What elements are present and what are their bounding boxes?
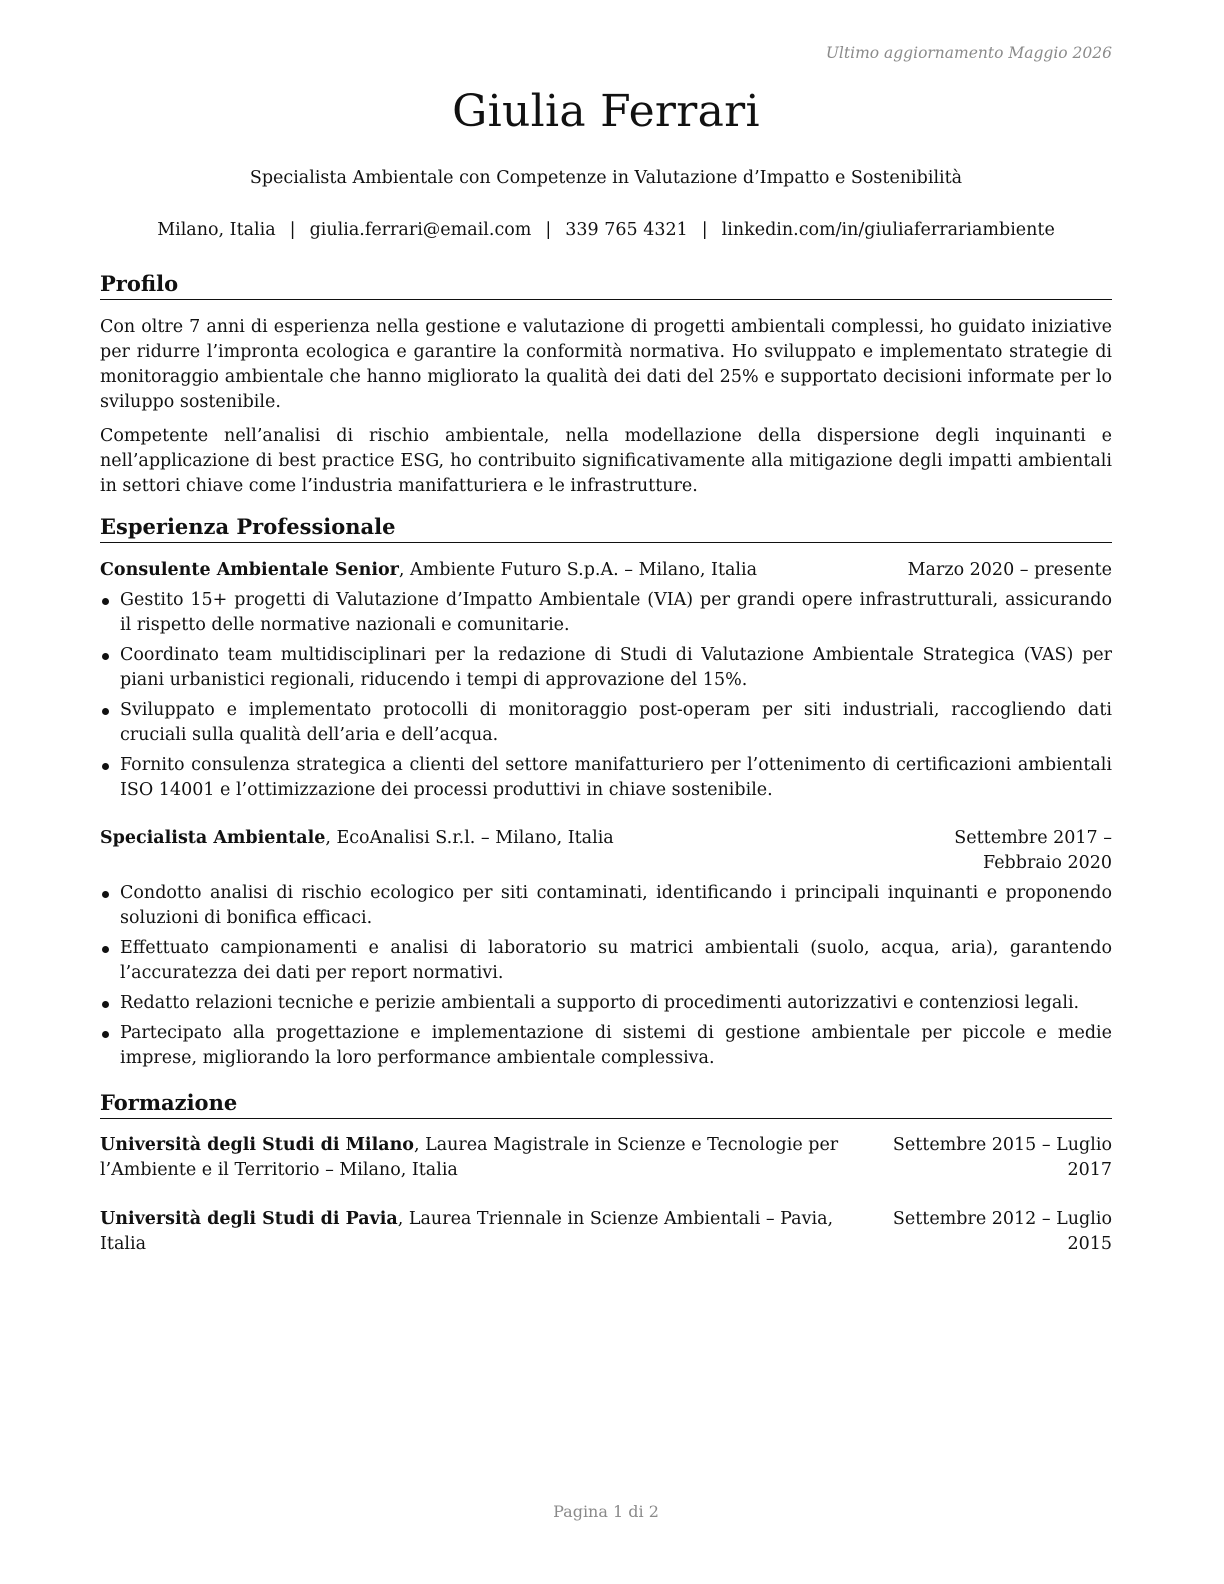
last-updated-note: Ultimo aggiornamento Maggio 2026 xyxy=(825,44,1112,62)
contact-linkedin[interactable]: linkedin.com/in/giuliaferrariambiente xyxy=(721,220,1055,240)
education-dates: Settembre 2012 – Luglio 2015 xyxy=(892,1209,1112,1254)
job-company: , EcoAnalisi S.r.l. – Milano, Italia xyxy=(325,828,614,848)
education-school: Università degli Studi di Pavia xyxy=(100,1209,398,1229)
education-title-line xyxy=(100,1207,878,1257)
job-role: Specialista Ambientale xyxy=(100,828,326,848)
education-degree: , Laurea Triennale in Scienze Ambientali – Pavia, Italia xyxy=(100,1209,834,1254)
contact-separator: | xyxy=(545,220,552,240)
candidate-headline: Specialista Ambientale con Competenze in Valutazione d’Impatto e Sostenibilità xyxy=(249,168,963,188)
job-bullet-list xyxy=(100,881,1112,1076)
education-entry xyxy=(100,1207,1112,1257)
job-bullet: Coordinato team multidisciplinari per la redazione di Studi di Valutazione Ambientale Strategica (VAS) per piani urbanistici regionali, riducendo i tempi di approvazione del 15%. xyxy=(100,643,1112,693)
job-bullet: Redatto relazioni tecniche e perizie ambientali a supporto di procedimenti autorizzativi e contenziosi legali. xyxy=(100,991,1112,1016)
job-bullet: Condotto analisi di rischio ecologico per siti contaminati, identificando i principali inquinanti e proponendo soluzioni di bonifica efficaci. xyxy=(100,881,1112,931)
contact-separator: | xyxy=(701,220,708,240)
contact-location: Milano, Italia xyxy=(157,220,276,240)
education-section-title: Formazione xyxy=(100,1090,1112,1119)
education-title-line xyxy=(100,1133,878,1183)
experience-section-title: Esperienza Professionale xyxy=(100,514,1112,543)
job-title-line xyxy=(100,558,908,583)
job-bullet-list xyxy=(100,588,1112,808)
job-dates: Settembre 2017 – Febbraio 2020 xyxy=(954,828,1112,873)
job-company: , Ambiente Futuro S.p.A. – Milano, Italia xyxy=(398,560,758,580)
education-dates: Settembre 2015 – Luglio 2017 xyxy=(892,1135,1112,1180)
job-dates: Marzo 2020 – presente xyxy=(907,560,1112,580)
contact-line xyxy=(100,220,1112,240)
job-role: Consulente Ambientale Senior xyxy=(100,560,399,580)
education-degree: , Laurea Magistrale in Scienze e Tecnologie per l’Ambiente e il Territorio – Milano, Italia xyxy=(100,1135,839,1180)
profile-section-title: Profilo xyxy=(100,271,1112,300)
job-bullet: Fornito consulenza strategica a clienti del settore manifatturiero per l’ottenimento di certificazioni ambientali ISO 14001 e l’ottimizzazione dei processi produttivi in chiave sostenibile. xyxy=(100,753,1112,803)
education-school: Università degli Studi di Milano xyxy=(100,1135,414,1155)
contact-phone: 339 765 4321 xyxy=(565,220,688,240)
candidate-name: Giulia Ferrari xyxy=(452,86,760,137)
education-entry xyxy=(100,1133,1112,1183)
job-bullet: Partecipato alla progettazione e implementazione di sistemi di gestione ambientale per piccole e medie imprese, migliorando la loro performance ambientale complessiva. xyxy=(100,1021,1112,1071)
job-title-line xyxy=(100,826,878,876)
profile-paragraph: Con oltre 7 anni di esperienza nella gestione e valutazione di progetti ambientali complessi, ho guidato iniziative per ridurre l’impronta ecologica e garantire la conformità normativa. Ho sviluppato e implementato strategie di monitoraggio ambientale che hanno migliorato la qualità dei dati del 25% e supportato decisioni informate per lo sviluppo sostenibile. xyxy=(100,317,1112,412)
contact-email[interactable]: giulia.ferrari@email.com xyxy=(309,220,532,240)
contact-separator: | xyxy=(289,220,296,240)
job-bullet: Gestito 15+ progetti di Valutazione d’Impatto Ambientale (VIA) per grandi opere infrastrutturali, assicurando il rispetto delle normative nazionali e comunitarie. xyxy=(100,588,1112,638)
job-bullet: Sviluppato e implementato protocolli di monitoraggio post-operam per siti industriali, raccogliendo dati cruciali sulla qualità dell’aria e dell’acqua. xyxy=(100,698,1112,748)
job-header xyxy=(100,558,1112,583)
resume-page xyxy=(100,0,1112,1584)
page-number: Pagina 1 di 2 xyxy=(553,1502,659,1521)
profile-paragraph: Competente nell’analisi di rischio ambientale, nella modellazione della dispersione degli inquinanti e nell’applicazione di best practice ESG, ho contribuito significativamente alla mitigazione degli impatti ambientali in settori chiave come l’industria manifatturiera e le infrastrutture. xyxy=(100,426,1112,496)
job-header xyxy=(100,826,1112,876)
job-bullet: Effettuato campionamenti e analisi di laboratorio su matrici ambientali (suolo, acqua, aria), garantendo l’accuratezza dei dati per report normativi. xyxy=(100,936,1112,986)
